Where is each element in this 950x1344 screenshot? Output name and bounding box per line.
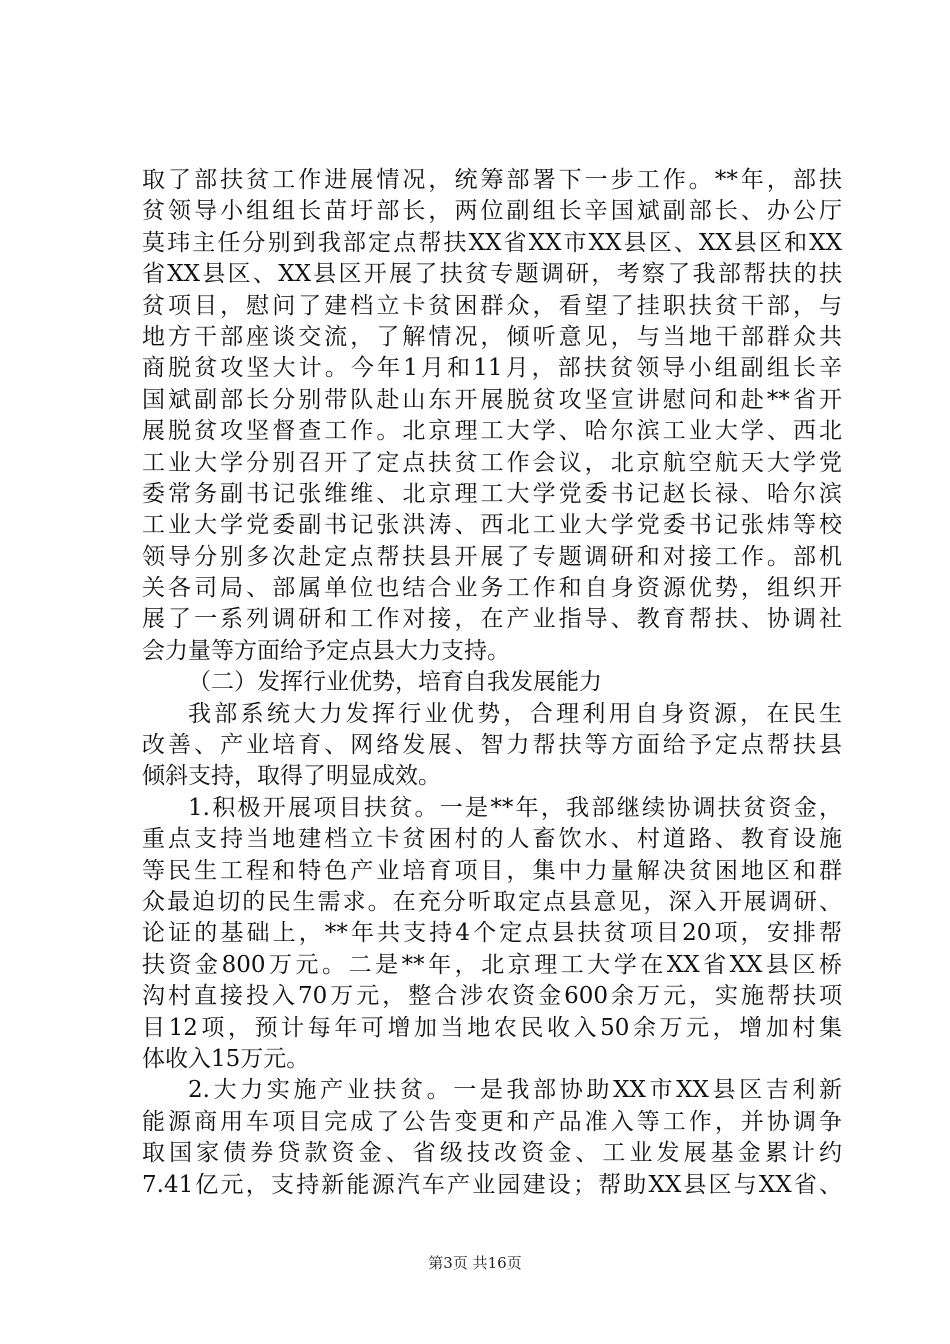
- text-line: 工业大学党委副书记张洪涛、西北工业大学党委书记张炜等校: [142, 512, 842, 539]
- text-line: 委常务副书记张维维、北京理工大学党委书记赵长禄、哈尔滨: [142, 480, 842, 507]
- text-line: 取国家债券贷款资金、省级技改资金、工业发展基金累计约: [142, 1140, 842, 1167]
- text-line: 贫领导小组组长苗圩部长，两位副组长辛国斌副部长、办公厅: [142, 198, 842, 225]
- text-line: 重点支持当地建档立卡贫困村的人畜饮水、村道路、教育设施: [142, 826, 842, 853]
- text-line: 体收入15万元。: [142, 1045, 310, 1072]
- text-line: 展了一系列调研和工作对接，在产业指导、教育帮扶、协调社: [142, 606, 842, 633]
- text-line: 工业大学分别召开了定点扶贫工作会议，北京航空航天大学党: [142, 449, 842, 476]
- text-line: 莫玮主任分别到我部定点帮扶XX省XX市XX县区、XX县区和XX: [142, 229, 842, 256]
- text-line: 取了部扶贫工作进展情况，统筹部署下一步工作。**年，部扶: [142, 167, 842, 193]
- text-line: 2.大力实施产业扶贫。一是我部协助XX市XX县区吉利新: [188, 1077, 842, 1104]
- text-line: （二）发挥行业优势，培育自我发展能力: [188, 669, 602, 696]
- body-text: [142, 165, 842, 1201]
- text-line: 贫项目，慰问了建档立卡贫困群众，看望了挂职扶贫干部，与: [142, 292, 842, 319]
- text-line: 论证的基础上，**年共支持4个定点县扶贫项目20项，安排帮: [142, 920, 842, 947]
- text-line: 会力量等方面给予定点县大力支持。: [142, 637, 510, 664]
- text-line: 沟村直接投入70万元，整合涉农资金600余万元，实施帮扶项: [142, 983, 842, 1010]
- text-line: 地方干部座谈交流，了解情况，倾听意见，与当地干部群众共: [142, 323, 842, 350]
- text-line: 商脱贫攻坚大计。今年1月和11月，部扶贫领导小组副组长辛: [142, 355, 842, 382]
- text-line: 关各司局、部属单位也结合业务工作和自身资源优势，组织开: [142, 575, 842, 602]
- text-line: 改善、产业培育、网络发展、智力帮扶等方面给予定点帮扶县: [142, 732, 842, 759]
- text-line: 展脱贫攻坚督查工作。北京理工大学、哈尔滨工业大学、西北: [142, 418, 842, 445]
- text-line: 倾斜支持，取得了明显成效。: [142, 763, 441, 790]
- text-line: 国斌副部长分别带队赴山东开展脱贫攻坚宣讲慰问和赴**省开: [142, 386, 842, 413]
- page-footer: [0, 1252, 950, 1273]
- text-line: 我部系统大力发挥行业优势，合理利用自身资源，在民生: [188, 700, 842, 727]
- text-line: 1.积极开展项目扶贫。一是**年，我部继续协调扶贫资金，: [188, 794, 842, 821]
- text-line: 省XX县区、XX县区开展了扶贫专题调研，考察了我部帮扶的扶: [142, 261, 842, 288]
- text-line: 目12项，预计每年可增加当地农民收入50余万元，增加村集: [142, 1014, 842, 1041]
- text-line: 众最迫切的民生需求。在充分听取定点县意见，深入开展调研、: [142, 888, 842, 915]
- text-line: 扶资金800万元。二是**年，北京理工大学在XX省XX县区桥: [142, 951, 842, 978]
- text-line: 等民生工程和特色产业培育项目，集中力量解决贫困地区和群: [142, 857, 842, 884]
- text-line: 领导分别多次赴定点帮扶县开展了专题调研和对接工作。部机: [142, 543, 842, 570]
- page-number-label: 第3页 共16页: [428, 1254, 522, 1272]
- text-line: 能源商用车项目完成了公告变更和产品准入等工作，并协调争: [142, 1108, 842, 1135]
- text-line: 7.41亿元，支持新能源汽车产业园建设；帮助XX县区与XX省、: [142, 1171, 842, 1198]
